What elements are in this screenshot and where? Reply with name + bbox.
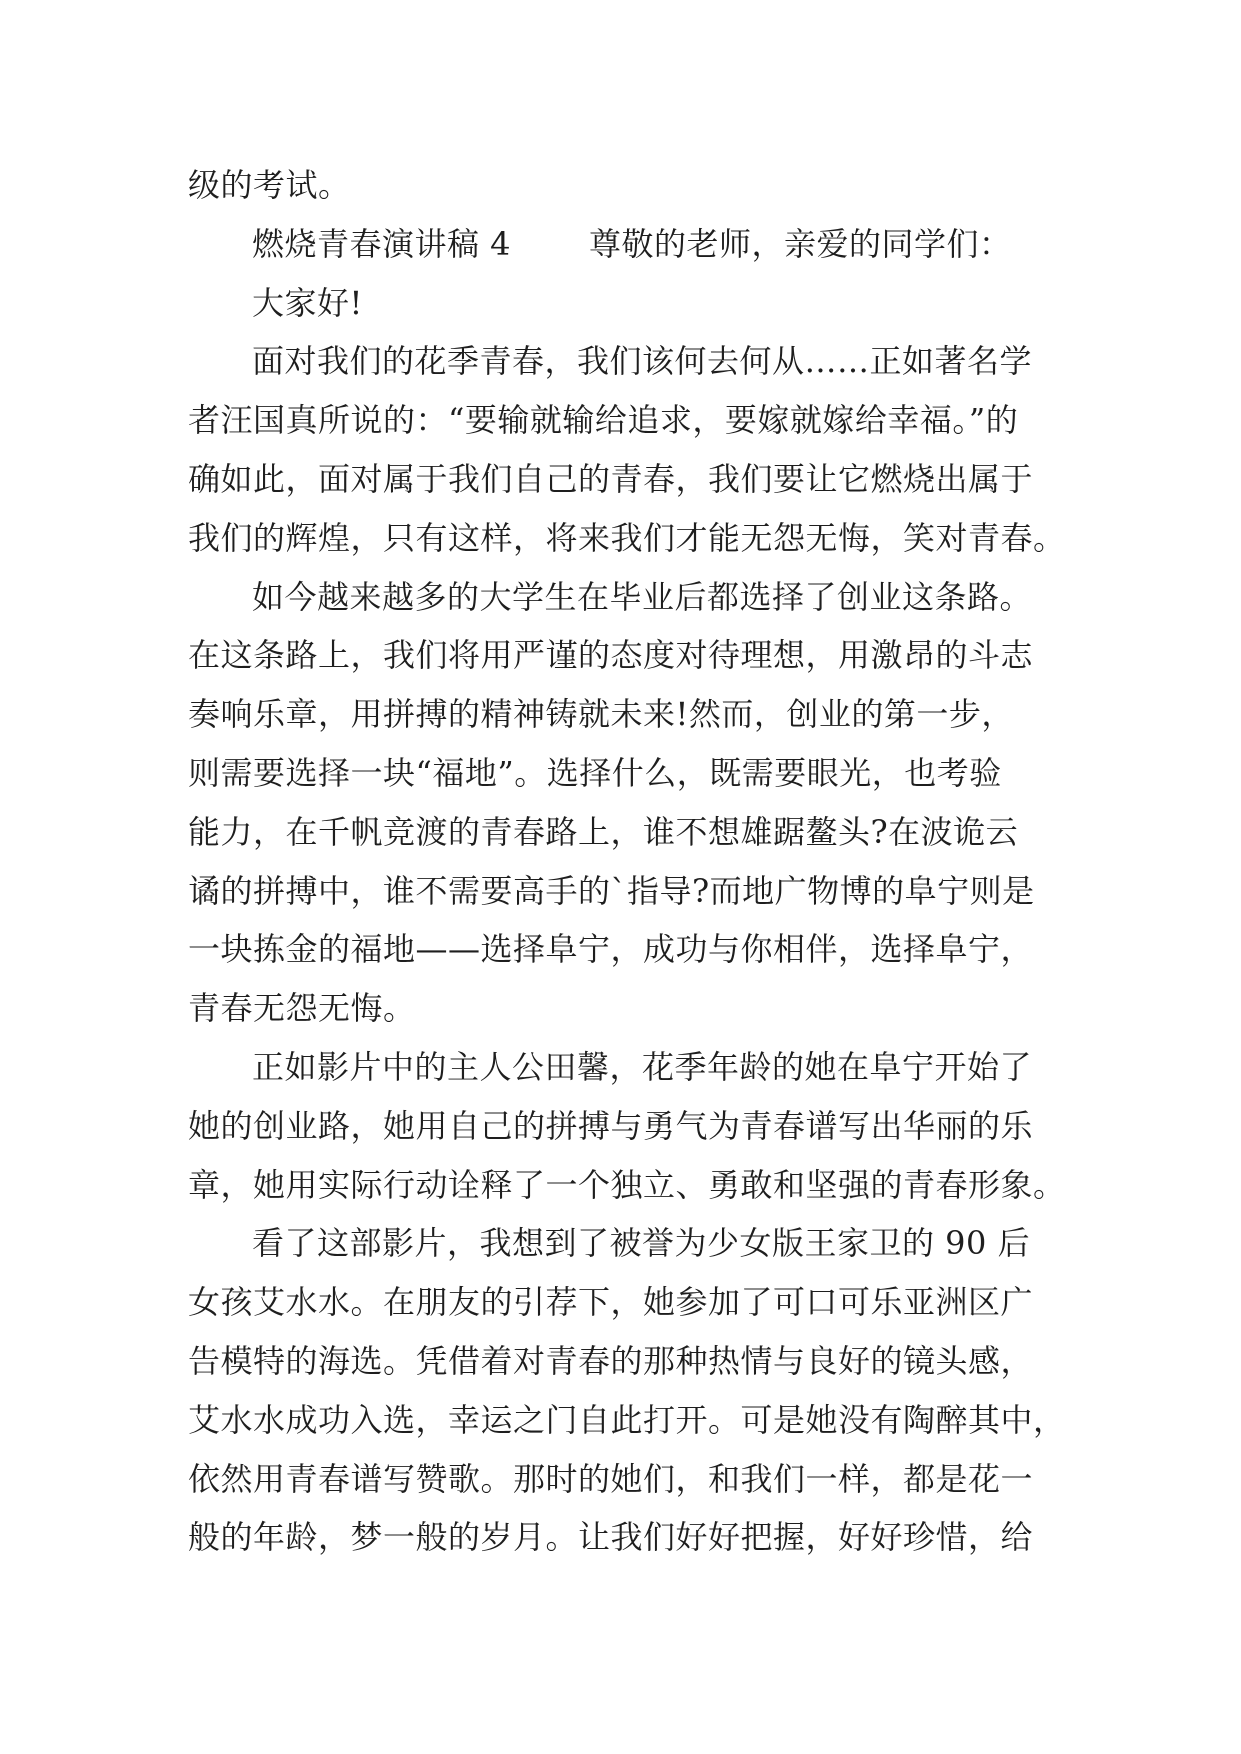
greeting: 大家好! (252, 283, 363, 322)
text-line: 女孩艾水水。在朋友的引荐下，她参加了可口可乐亚洲区广 (188, 1283, 1034, 1322)
text-line: 在这条路上，我们将用严谨的态度对待理想，用激昂的斗志 (188, 636, 1034, 675)
text-line: 级的考试。 (188, 166, 351, 204)
text-line: 者汪国真所说的：“要输就输给追求，要嫁就嫁给幸福。”的 (188, 401, 1019, 440)
text-line: 奏响乐章，用拼搏的精神铸就未来!然而，创业的第一步， (188, 695, 1014, 734)
text-line: 章，她用实际行动诠释了一个独立、勇敢和坚强的青春形象。 (188, 1165, 1066, 1204)
text-line: 依然用青春谱写赞歌。那时的她们，和我们一样，都是花一 (188, 1459, 1034, 1498)
title-line (188, 215, 1068, 274)
text-line: 则需要选择一块“福地”。选择什么，既需要眼光，也考验 (188, 753, 1002, 792)
paragraph-start: 面对我们的花季青春，我们该何去何从……正如著名学 (252, 342, 1033, 381)
text-line: 告模特的海选。凭借着对青春的那种热情与良好的镜头感， (188, 1341, 1034, 1380)
text-line: 确如此，面对属于我们自己的青春，我们要让它燃烧出属于 (188, 459, 1034, 498)
speech-title: 燃烧青春演讲稿 4 (252, 224, 512, 263)
paragraph-start: 如今越来越多的大学生在毕业后都选择了创业这条路。 (252, 577, 1033, 616)
text-line: 能力，在千帆竞渡的青春路上，谁不想雄踞鳌头?在波诡云 (188, 812, 1019, 851)
salutation: 尊敬的老师，亲爱的同学们： (589, 224, 1012, 263)
text-line: 她的创业路，她用自己的拼搏与勇气为青春谱写出华丽的乐 (188, 1106, 1034, 1145)
document-body (188, 156, 1068, 1567)
paragraph-start: 正如影片中的主人公田馨，花季年龄的她在阜宁开始了 (252, 1047, 1033, 1086)
text-line: 艾水水成功入选，幸运之门自此打开。可是她没有陶醉其中， (188, 1400, 1066, 1439)
text-line: 谲的拼搏中，谁不需要高手的`指导?而地广物博的阜宁则是 (188, 871, 1035, 910)
paragraph-start: 看了这部影片，我想到了被誉为少女版王家卫的 90 后 (252, 1224, 1031, 1263)
text-line: 一块拣金的福地——选择阜宁，成功与你相伴，选择阜宁， (188, 930, 1034, 969)
text-line: 般的年龄，梦一般的岁月。让我们好好把握，好好珍惜，给 (188, 1518, 1034, 1557)
text-line: 我们的辉煌，只有这样，将来我们才能无怨无悔，笑对青春。 (188, 518, 1066, 557)
text-line: 青春无怨无悔。 (188, 989, 416, 1028)
